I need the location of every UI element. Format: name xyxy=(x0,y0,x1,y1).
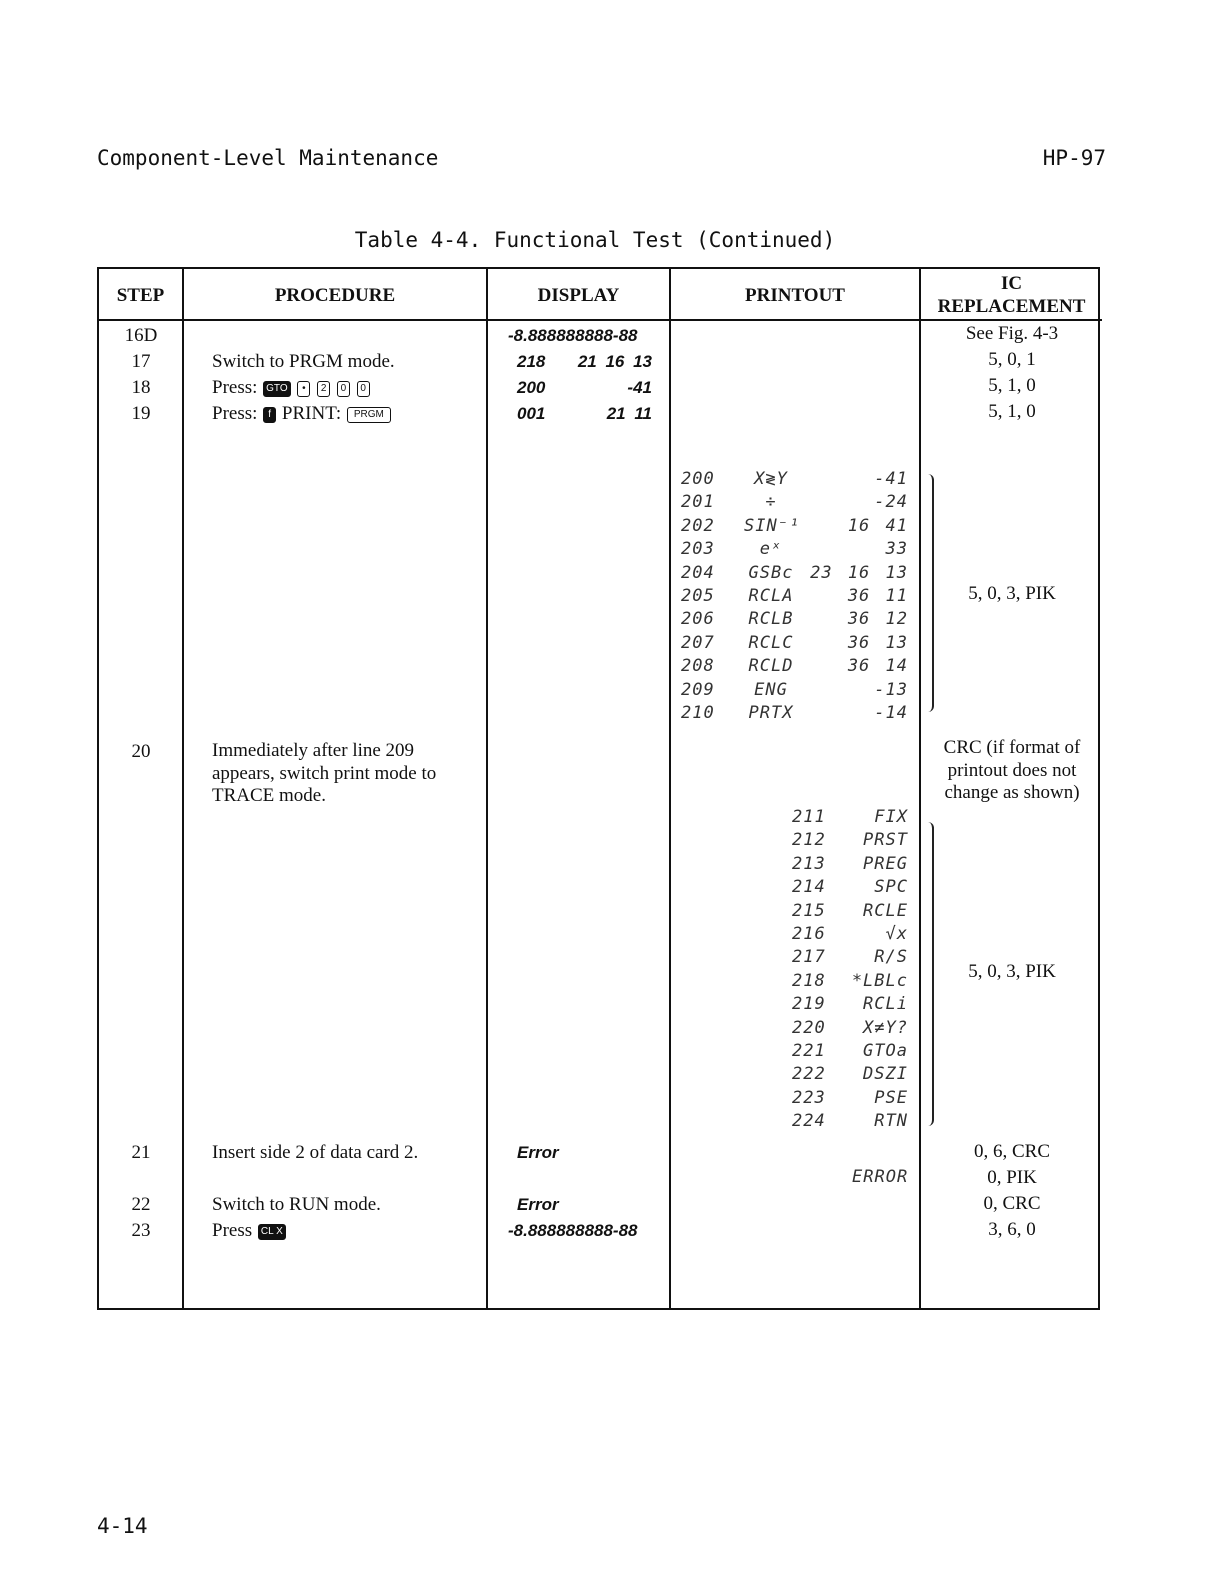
listing-instruction: RCLA xyxy=(748,586,794,606)
column-divider xyxy=(669,267,671,1310)
trace-line-number: 217 xyxy=(792,947,826,968)
listing-keycode: 36 13 xyxy=(847,632,908,653)
listing-instruction: ÷ xyxy=(765,492,777,513)
running-header-model: HP-97 xyxy=(1042,146,1106,170)
trace-line-number: 219 xyxy=(792,994,826,1015)
trace-instruction: RCLE xyxy=(863,900,908,921)
listing-keycode: 23 16 13 xyxy=(810,562,908,583)
procedure-23 xyxy=(212,1220,287,1243)
display-18-code: -41 xyxy=(627,378,652,397)
procedure-19 xyxy=(212,403,392,426)
trace-line-number: 222 xyxy=(792,1064,826,1085)
listing-instruction: RCLD xyxy=(748,656,794,677)
clx-key-icon: CL X xyxy=(258,1224,286,1240)
trace-instruction: *LBLc xyxy=(851,970,908,991)
gto-key-icon: GTO xyxy=(263,381,290,397)
listing-line-number: 205 xyxy=(681,586,715,606)
trace-line-number: 218 xyxy=(792,970,826,991)
step-19: 19 xyxy=(131,403,151,424)
display-21: Error xyxy=(517,1143,559,1162)
ic-17: 5, 0, 1 xyxy=(988,349,1036,370)
step-16d: 16D xyxy=(124,325,158,346)
listing-line-number: 203 xyxy=(681,539,715,560)
ic-18: 5, 1, 0 xyxy=(988,375,1036,396)
step-18: 18 xyxy=(131,377,151,398)
ic-23: 3, 6, 0 xyxy=(988,1219,1036,1240)
trace-line-number: 212 xyxy=(792,830,826,851)
trace-instruction: PREG xyxy=(863,853,908,874)
column-header-printout: PRINTOUT xyxy=(745,284,845,306)
listing-instruction: X≷Y xyxy=(754,469,788,489)
column-header-procedure: PROCEDURE xyxy=(274,284,396,306)
column-divider xyxy=(486,267,488,1310)
listing-instruction: SIN⁻¹ xyxy=(744,515,801,536)
digit-0-key-icon: 0 xyxy=(337,381,350,397)
procedure-20-line: appears, switch print mode to xyxy=(212,762,437,784)
listing-keycode: -24 xyxy=(874,492,908,513)
listing-line-number: 202 xyxy=(681,515,715,536)
display-18-line: 200 xyxy=(517,378,546,397)
prgm-switch-icon: PRGM xyxy=(347,407,391,423)
procedure-18-text: Press: xyxy=(212,377,258,398)
trace-instruction: RTN xyxy=(874,1111,908,1132)
column-header-ic-replacement xyxy=(921,271,1102,319)
trace-instruction: FIX xyxy=(874,807,908,827)
ic-20-line: change as shown) xyxy=(944,782,1080,803)
trace-instruction: PRST xyxy=(863,830,908,851)
display-23: -8.888888888-88 xyxy=(508,1221,638,1240)
procedure-20 xyxy=(212,740,436,808)
step-21: 21 xyxy=(131,1142,151,1163)
trace-instruction: PSE xyxy=(874,1087,908,1108)
procedure-23-text: Press xyxy=(212,1220,253,1241)
listing-keycode: -41 xyxy=(874,469,908,489)
trace-line-number: 216 xyxy=(792,924,826,944)
listing-keycode: 16 41 xyxy=(847,515,908,536)
trace-line-number: 223 xyxy=(792,1087,826,1108)
page-number: 4-14 xyxy=(97,1514,148,1538)
listing-line-number: 207 xyxy=(681,632,715,653)
listing-instruction: GSBc xyxy=(748,562,794,583)
column-header-step: STEP xyxy=(116,284,165,306)
trace-instruction: R/S xyxy=(874,947,908,968)
trace-line-number: 213 xyxy=(792,853,826,874)
ic-trace: 5, 0, 3, PIK xyxy=(968,961,1056,982)
trace-line-number: 221 xyxy=(792,1041,826,1061)
display-17-line: 218 xyxy=(517,352,546,371)
column-divider xyxy=(919,267,921,1310)
step-22: 22 xyxy=(131,1194,151,1215)
trace-instruction: GTOa xyxy=(863,1041,908,1061)
ic-20-line: printout does not xyxy=(947,759,1077,781)
display-19-code: 21 11 xyxy=(606,404,652,423)
procedure-20-line: TRACE mode. xyxy=(212,785,326,806)
step-20: 20 xyxy=(131,741,151,762)
digit-0-key-icon: 0 xyxy=(357,381,370,397)
trace-line-number: 214 xyxy=(792,877,826,898)
listing-line-number: 209 xyxy=(681,679,715,700)
ic-header-line1: IC xyxy=(1000,273,1023,294)
trace-instruction: DSZI xyxy=(863,1064,908,1085)
procedure-22: Switch to RUN mode. xyxy=(212,1194,381,1215)
listing-keycode: 36 12 xyxy=(847,609,908,630)
step-23: 23 xyxy=(131,1220,151,1241)
procedure-20-line: Immediately after line 209 xyxy=(212,740,415,761)
listing-keycode: -13 xyxy=(874,679,908,700)
procedure-21: Insert side 2 of data card 2. xyxy=(212,1142,419,1163)
listing-line-number: 210 xyxy=(681,703,715,723)
listing-instruction: PRTX xyxy=(748,703,794,723)
trace-line-number: 211 xyxy=(792,807,826,827)
trace-line-number: 220 xyxy=(792,1017,826,1038)
running-header-title: Component-Level Maintenance xyxy=(97,146,439,170)
trace-line-number: 224 xyxy=(792,1111,826,1132)
ic-21b: 0, PIK xyxy=(987,1167,1037,1188)
printout-error: ERROR xyxy=(852,1167,909,1187)
ic-22: 0, CRC xyxy=(983,1193,1041,1214)
trace-instruction: RCLi xyxy=(863,994,908,1015)
listing-line-number: 201 xyxy=(681,492,715,513)
listing-instruction: ENG xyxy=(754,679,788,700)
display-22: Error xyxy=(517,1195,559,1214)
display-16d: -8.888888888-88 xyxy=(508,326,638,345)
trace-instruction: SPC xyxy=(874,877,908,898)
listing-instruction: RCLB xyxy=(748,609,794,630)
listing-keycode: 36 11 xyxy=(847,586,908,606)
listing-instruction: RCLC xyxy=(748,632,794,653)
ic-16d: See Fig. 4-3 xyxy=(965,323,1059,344)
ic-19: 5, 1, 0 xyxy=(988,401,1036,422)
table-title: Table 4-4. Functional Test (Continued) xyxy=(354,228,836,252)
listing-keycode: 36 14 xyxy=(847,656,908,677)
listing-line-number: 204 xyxy=(681,562,715,583)
listing-line-number: 200 xyxy=(681,469,715,489)
f-shift-key-icon: f xyxy=(263,407,276,423)
digit-2-key-icon: 2 xyxy=(317,381,330,397)
listing-line-number: 208 xyxy=(681,656,715,677)
display-17-code: 21 16 13 xyxy=(577,352,652,371)
trace-line-number: 215 xyxy=(792,900,826,921)
ic-21: 0, 6, CRC xyxy=(973,1141,1051,1162)
listing-instruction: eˣ xyxy=(759,539,783,560)
listing-keycode: -14 xyxy=(874,703,908,723)
step-17: 17 xyxy=(131,351,151,372)
listing-keycode: 33 xyxy=(885,539,908,560)
ic-20-line: CRC (if format of xyxy=(943,737,1081,758)
procedure-18 xyxy=(212,377,371,400)
procedure-19-print: PRINT: xyxy=(281,403,342,424)
ic-20 xyxy=(922,737,1102,805)
column-header-display: DISPLAY xyxy=(537,284,620,306)
ic-listing: 5, 0, 3, PIK xyxy=(968,583,1056,604)
display-19-line: 001 xyxy=(517,404,546,423)
procedure-19-text: Press: xyxy=(212,403,258,424)
procedure-17: Switch to PRGM mode. xyxy=(212,351,395,372)
header-divider xyxy=(97,319,1102,321)
listing-line-number: 206 xyxy=(681,609,715,630)
ic-header-line2: REPLACEMENT xyxy=(937,296,1086,317)
trace-instruction: √x xyxy=(885,924,908,944)
trace-instruction: X≠Y? xyxy=(863,1017,908,1038)
decimal-key-icon: • xyxy=(297,381,310,397)
